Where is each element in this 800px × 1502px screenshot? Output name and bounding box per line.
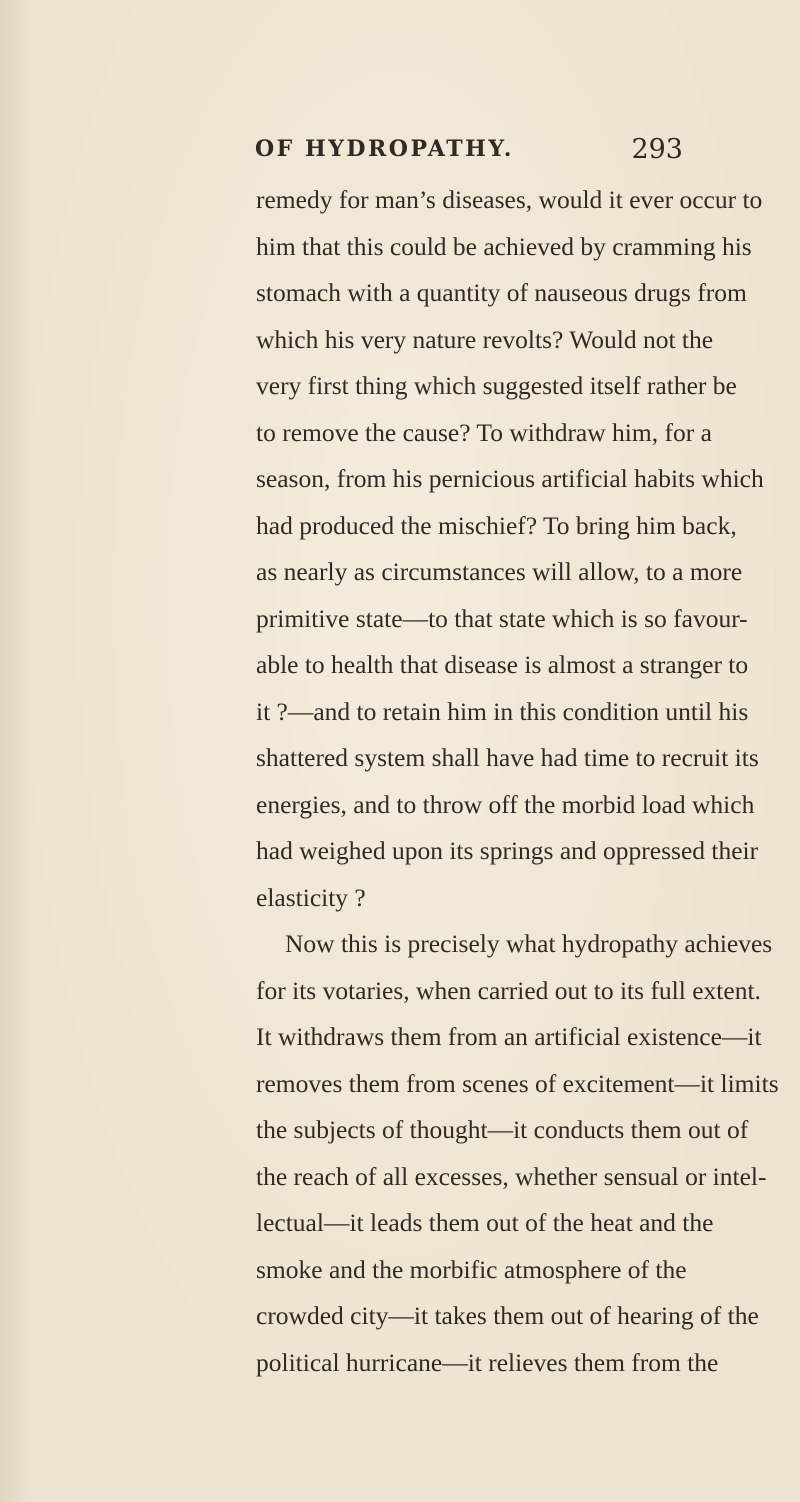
text-line: It withdraws them from an artificial existence—it <box>256 1022 762 1051</box>
text-line: season, from his pernicious artificial habits which <box>256 464 764 493</box>
text-line: lectual—it leads them out of the heat and the <box>256 1208 714 1237</box>
text-line: able to health that disease is almost a stranger to <box>256 650 749 679</box>
text-line: primitive state—to that state which is so favour- <box>256 603 748 633</box>
text-line: for its votaries, when carried out to its full extent. <box>256 975 761 1005</box>
text-line: shattered system shall have had time to recruit its <box>256 743 759 772</box>
running-head: OF HYDROPATHY. <box>255 136 514 162</box>
text-line: to remove the cause? To withdraw him, for a <box>256 417 712 447</box>
text-line: had produced the mischief? To bring him back, <box>256 510 737 540</box>
text-line: smoke and the morbific atmosphere of the <box>256 1254 687 1284</box>
text-line: as nearly as circumstances will allow, to a more <box>256 557 743 586</box>
text-line: which his very nature revolts? Would not the <box>256 324 714 354</box>
text-line: stomach with a quantity of nauseous drugs from <box>256 278 747 307</box>
text-line: it ?—and to retain him in this condition until his <box>256 696 749 726</box>
text-line: the subjects of thought—it conducts them out of <box>256 1115 749 1144</box>
text-line: elasticity ? <box>256 882 366 912</box>
page-number: 293 <box>631 134 683 165</box>
text-line: crowded city—it takes them out of hearing of the <box>256 1301 759 1330</box>
text-line: political hurricane—it relieves them from the <box>256 1347 719 1377</box>
text-line: the reach of all excesses, whether sensual or intel- <box>256 1161 767 1191</box>
text-line: energies, and to throw off the morbid load which <box>256 789 755 819</box>
text-line: him that this could be achieved by cramming his <box>256 231 752 261</box>
text-line: had weighed upon its springs and oppressed their <box>256 836 759 865</box>
text-line: remedy for man’s diseases, would it ever occur to <box>256 185 763 214</box>
body-text <box>256 177 779 1386</box>
text-line: removes them from scenes of excitement—it limits <box>256 1068 779 1098</box>
page-header <box>255 136 683 172</box>
text-line: very first thing which suggested itself rather be <box>256 371 737 400</box>
text-line: Now this is precisely what hydropathy achieves <box>285 929 773 958</box>
